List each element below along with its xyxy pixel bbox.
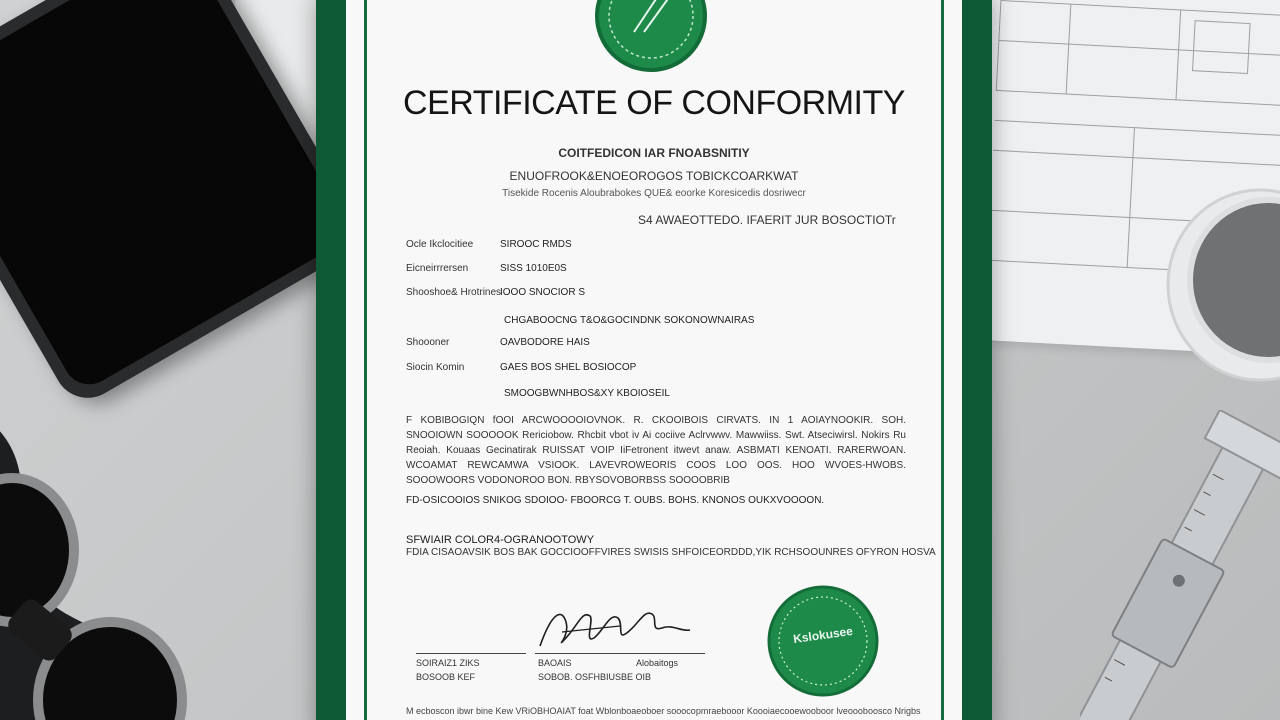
issuer-subheading: ENUOFROOK&ENOEOROGOS TOBICKCOARKWAT [509,169,799,183]
handwritten-signature [532,602,697,654]
field-label: Shoooner [406,337,450,348]
seal-text: Kslokusee [792,623,854,647]
certificate-footer: M ecboscon ibwr bine Kew VRiOBHOAIAT foat Wblonboaeoboer sooocopmraebooor Koooiaecooewooboor lveoooboosco Nrigbs [406,706,921,716]
field-value: GAES BOS SHEL BOSIOCOP [500,362,637,373]
field-value: IOOO SNOCIOR S [500,287,586,298]
standard-line: SMOOGBWNHBOS&XY KBOIOSEIL [504,388,670,399]
conformity-paragraph: F KOBIBOGIQN fOOI ARCWOOOOIOVNOK. R. CKOOIBOIS CIRVATS. IN 1 AOIAYNOOKIR. SOH. SNOOIOWN SOOOOOK Rericiobow. Rhcbit vbot iv Ai cociive Aclrvwwv. Mawwiiss. Swt. Atseciwirsl. Nokirs Ru Reoiah. Kouaas Gecinatirak RUISSAT VOIP IiFetronent itwevt anaw. ASBMATI KENOATI. RARERWOAN. WCOAMAT REWCAMWA VSIOOK. LAVEVROWEORIS COOS LOO OOS. HOO WVOES-HWOBS. SOOOWOORS VODONOROO BON. RBYSOVOBORBSS SOOOOBRIB [406,415,906,486]
signatory-name-right: Alobaitogs [636,658,679,668]
signature-line-left [416,653,526,654]
field-value: OAVBODORE HAIS [500,337,590,348]
issuer-heading: COITFEDICON IAR FNOABSNITIY [558,146,750,160]
signatory-title-middle: SOBOB. OSFHBIUSBE OIB [538,672,652,682]
field-value: SISS 1010E0S [500,263,567,274]
field-label: Siocin Komin [406,362,465,373]
field-label: Eicneirrrersen [406,263,469,274]
product-line: CHGABOOCNG T&O&GOCINDNK SOKONOWNAIRAS [504,315,755,326]
certificate-title: CERTIFICATE OF CONFORMITY [403,84,905,122]
field-value: SIROOC RMDS [500,239,572,250]
conformity-statement: FD-OSICOOIOS SNIKOG SDOIOO- FBOORCG T. OUBS. BOHS. KNONOS OUKXVOOOON. [406,495,825,506]
signatory-name-left: SOIRAIZ1 ZIKS [416,658,480,668]
signature-line-middle [535,653,705,654]
signatory-name-middle: BAOAIS [538,658,572,668]
reference-line: S4 AWAEOTTEDO. IFAERIT JUR BOSOCTIOTr [638,213,896,227]
signatory-text: FDIA CISAOAVSIK BOS BAK GOCCIOOFFVIRES SWISIS SHFOICEORDDD,YIK RCHSOOUNRES OFYRON HOSVA [406,547,936,558]
signatory-heading: SFWIAIR COLOR4-OGRANOOTOWY [406,534,595,546]
field-label: Shooshoe& Hrotrines [406,287,502,298]
signatory-title-left: BOSOOB KEF [416,672,476,682]
issuer-address: Tisekide Rocenis Aloubrabokes QUE& eoorke Koresicedis dosriwecr [502,188,806,199]
field-label: Ocle Ikclocitiee [406,239,474,250]
